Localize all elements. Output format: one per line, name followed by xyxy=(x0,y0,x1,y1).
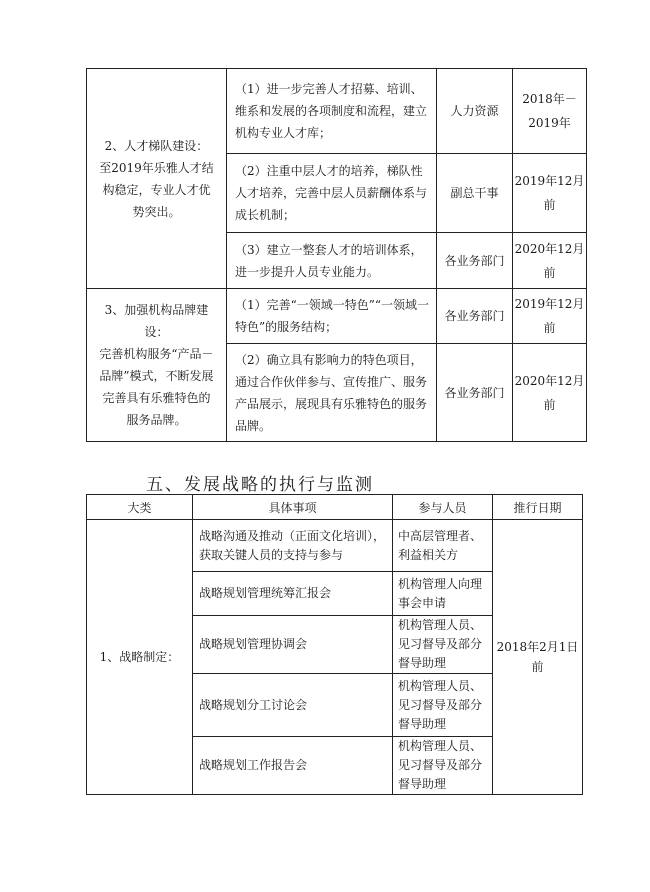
task-cell: （3）建立一整套人才的培训体系，进一步提升人员专业能力。 xyxy=(227,233,437,289)
item-cell: 战略规划分工讨论会 xyxy=(193,674,393,737)
deadline-cell: 2020年12月前 xyxy=(513,344,587,442)
column-header-date: 推行日期 xyxy=(493,495,583,520)
item-cell: 战略规划管理统筹汇报会 xyxy=(193,572,393,616)
task-cell: （2）注重中层人才的培养，梯队性人才培养，完善中层人员薪酬体系与成长机制； xyxy=(227,154,437,233)
goal-talent-echelon xyxy=(87,69,227,289)
participants-cell: 中高层管理者、利益相关方 xyxy=(393,520,493,572)
deadline-cell: 2019年12月前 xyxy=(513,289,587,344)
goal-brand-building xyxy=(87,289,227,442)
column-header-participants: 参与人员 xyxy=(393,495,493,520)
participants-cell: 机构管理人员、见习督导及部分督导助理 xyxy=(393,616,493,674)
table-row xyxy=(87,289,587,344)
responsible-cell: 副总干事 xyxy=(437,154,513,233)
deadline-cell: 2020年12月前 xyxy=(513,233,587,289)
item-cell: 战略沟通及推动（正面文化培训），获取关键人员的支持与参与 xyxy=(193,520,393,572)
execution-table xyxy=(86,494,583,795)
task-cell: （1）进一步完善人才招募、培训、维系和发展的各项制度和流程，建立机构专业人才库； xyxy=(227,69,437,154)
plan-table xyxy=(86,68,587,442)
category-cell: 1、战略制定： xyxy=(87,520,193,795)
table-row xyxy=(87,520,583,572)
date-cell: 2018年2月1日前 xyxy=(493,520,583,795)
table-header-row xyxy=(87,495,583,520)
column-header-item: 具体事项 xyxy=(193,495,393,520)
section-title: 五、发展战略的执行与监测 xyxy=(146,475,374,495)
participants-cell: 机构管理人员、见习督导及部分督导助理 xyxy=(393,674,493,737)
goal-description: 至2019年乐雅人才结构稳定，专业人才优势突出。 xyxy=(99,160,214,219)
goal-heading: 2、人才梯队建设： xyxy=(104,138,209,153)
deadline-cell: 2018年－2019年 xyxy=(513,69,587,154)
task-cell: （1）完善“一领域一特色”“一领域一特色”的服务结构； xyxy=(227,289,437,344)
deadline-cell: 2019年12月前 xyxy=(513,154,587,233)
participants-cell: 机构管理人向理事会申请 xyxy=(393,572,493,616)
participants-cell: 机构管理人员、见习督导及部分督导助理 xyxy=(393,737,493,795)
responsible-cell: 各业务部门 xyxy=(437,344,513,442)
table-row xyxy=(87,69,587,154)
column-header-category: 大类 xyxy=(87,495,193,520)
goal-description: 完善机构服务“产品－品牌”模式，不断发展完善具有乐雅特色的服务品牌。 xyxy=(99,347,214,427)
responsible-cell: 人力资源 xyxy=(437,69,513,154)
item-cell: 战略规划工作报告会 xyxy=(193,737,393,795)
goal-heading: 3、加强机构品牌建设： xyxy=(104,303,209,339)
responsible-cell: 各业务部门 xyxy=(437,233,513,289)
task-cell: （2）确立具有影响力的特色项目，通过合作伙伴参与、宣传推广、服务产品展示，展现具有乐雅特色的服务品牌。 xyxy=(227,344,437,442)
responsible-cell: 各业务部门 xyxy=(437,289,513,344)
item-cell: 战略规划管理协调会 xyxy=(193,616,393,674)
